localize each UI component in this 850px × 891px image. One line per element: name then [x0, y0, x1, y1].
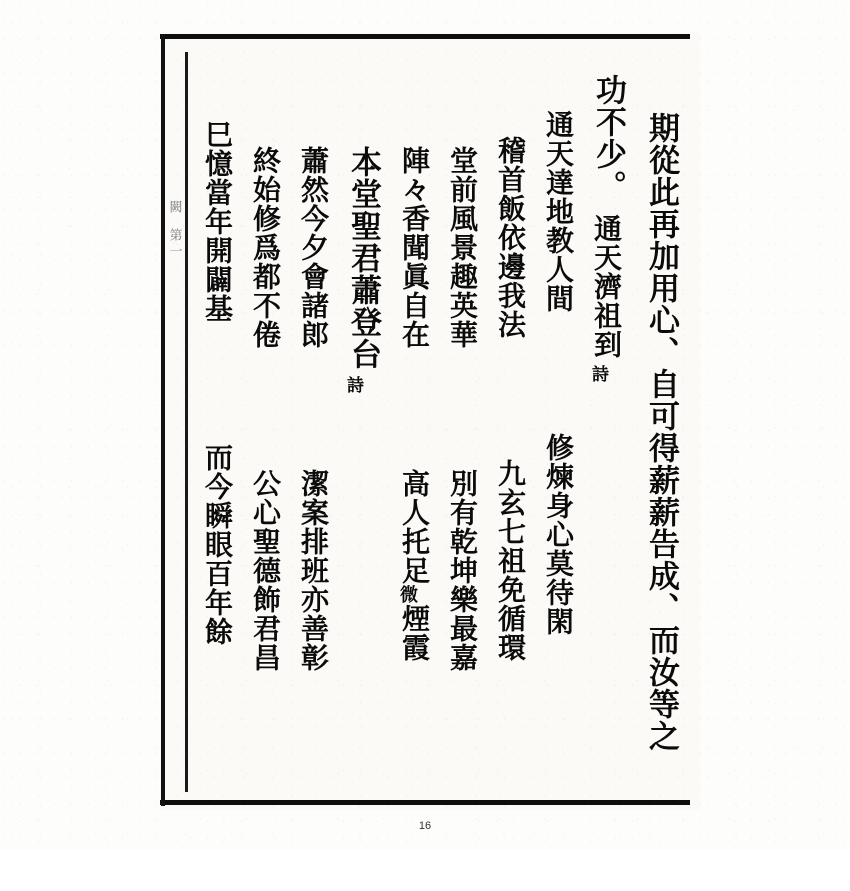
column-6-annotation: 微	[397, 585, 418, 604]
column-3-line-a: 通天達地教人間	[542, 110, 575, 313]
column-10-line-a: 巳憶當年開闢基	[201, 120, 234, 323]
column-4-line-b: 九玄七祖免循環	[494, 459, 527, 662]
vertical-text-columns	[190, 50, 688, 795]
text-column-4	[490, 136, 530, 881]
page-border-top	[160, 34, 690, 39]
column-2-poem-label: 詩	[588, 365, 608, 383]
text-column-6	[394, 146, 434, 891]
column-7-poem-label: 詩	[343, 376, 363, 394]
column-6-line-b: 高人托足	[398, 469, 431, 585]
text-column-7	[341, 146, 386, 891]
column-5-line-b: 別有乾坤樂最嘉	[446, 469, 479, 672]
column-8-line-a: 蕭然今夕會諸郎	[297, 146, 330, 349]
page-number: 16	[418, 820, 432, 832]
spine-mark: 闕	[166, 200, 182, 216]
text-column-2	[586, 74, 631, 819]
text-column-8	[293, 146, 333, 891]
text-column-3	[538, 110, 578, 855]
column-5-line-a: 堂前風景趣英華	[446, 146, 479, 349]
column-3-line-b: 修煉身心莫待閑	[542, 433, 575, 636]
page-border-left-inner	[185, 52, 188, 792]
column-4-line-a: 稽首飯依邊我法	[494, 136, 527, 339]
column-9-line-b: 公心聖德飾君昌	[249, 469, 282, 672]
column-2-heading: 功不少。	[590, 74, 626, 202]
column-9-line-a: 終始修爲都不倦	[249, 146, 282, 349]
spine-mark: 第一	[166, 228, 182, 260]
column-1-body: 期從此再加用心、自可得薪薪告成、而汝等之	[643, 112, 679, 752]
column-2-body: 通天濟祖到	[590, 214, 623, 359]
column-10-line-b: 而今瞬眼百年餘	[201, 443, 234, 646]
column-7-heading: 本堂聖君蕭登台	[345, 146, 381, 370]
text-column-9	[245, 146, 285, 891]
column-8-line-b: 潔案排班亦善彰	[297, 469, 330, 672]
text-column-10	[197, 120, 237, 865]
column-6-line-c: 煙霞	[398, 604, 431, 662]
spine-gutter	[163, 200, 185, 770]
text-column-5	[442, 146, 482, 891]
text-column-1	[639, 112, 684, 857]
column-6-line-a: 陣々香聞眞自在	[398, 146, 431, 349]
